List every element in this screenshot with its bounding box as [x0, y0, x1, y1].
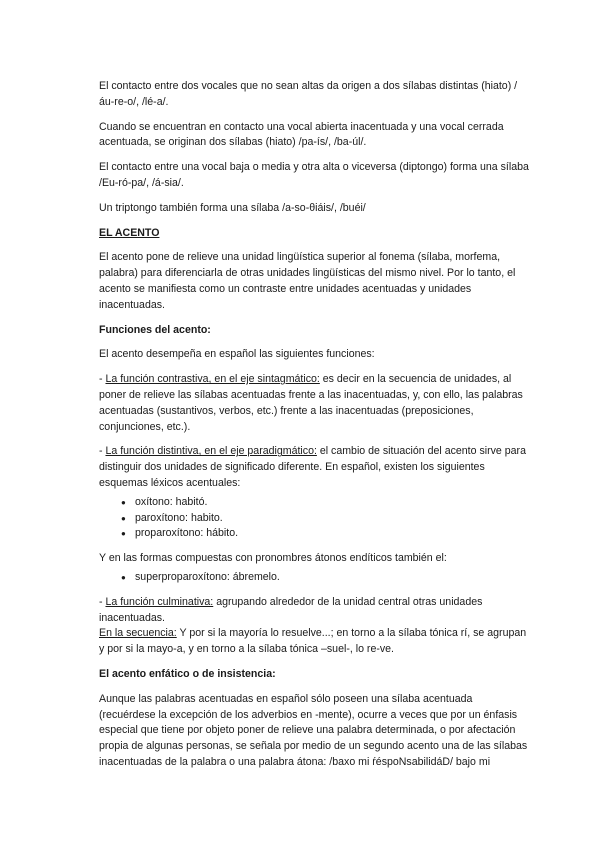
text-funcion-distintiva: el cambio de situación del acento sirve para distinguir dos unidades de significado diferente. En español, existen los siguientes esquemas léxicos acentuales:: [99, 445, 526, 489]
list-item: ● proparoxítono: hábito.: [121, 526, 531, 542]
label-funcion-culminativa: La función culminativa:: [105, 595, 214, 608]
paragraph-acento-intro: El acento pone de relieve una unidad lingüística superior al fonema (sílaba, morfema, palabra) para diferenciarla de otras unidades lingüísticas del mismo nivel. Por lo tanto, el acento se manifiesta como un contraste entre unidades acentuadas y unidades inacentuadas.: [99, 251, 516, 311]
heading-funciones: Funciones del acento:: [99, 323, 211, 336]
dash-prefix: -: [99, 595, 106, 608]
paragraph-formas-compuestas: Y en las formas compuestas con pronombres átonos endíticos también el:: [99, 552, 447, 565]
paragraph-acento-enfatico: Aunque las palabras acentuadas en español sólo poseen una sílaba acentuada (recuérdese la excepción de los adverbios en -mente), ocurre a veces que por un énfasis especial que tiene por objeto poner de relieve una palabra determinada, o por afectación propia de algunas personas, se señala por medio de un segundo acento una de las sílabas inacentuadas de la palabra o una palabra átona: /baxo mi ŕéspoNsabilidáD/ bajo mi: [99, 692, 528, 768]
label-secuencia: En la secuencia:: [99, 627, 177, 640]
list-item: ● paroxítono: habito.: [121, 511, 531, 527]
dash-prefix: -: [99, 373, 106, 386]
section-title-acento: EL ACENTO: [99, 226, 160, 239]
heading-acento-enfatico: El acento enfático o de insistencia:: [99, 667, 276, 680]
document-body: [99, 79, 531, 780]
label-funcion-contrastiva: La función contrastiva, en el eje sintagmático:: [105, 373, 320, 386]
list-esquemas-acentuales: [99, 495, 531, 542]
paragraph-funcion-contrastiva: [99, 372, 531, 435]
paragraph-funcion-culminativa: [99, 595, 531, 658]
list-item: ● superproparoxítono: ábremelo.: [121, 570, 531, 586]
text-funcion-contrastiva: es decir en la secuencia de unidades, al poner de relieve las sílabas acentuadas frente a las inacentuadas, y, con ello, las palabras acentuadas (sustantivos, verbos, etc.) frente a las inacentuadas (preposiciones, conjunciones, etc.).: [99, 373, 523, 433]
paragraph-hiato-vocales: El contacto entre dos vocales que no sean altas da origen a dos sílabas distintas (hiato) /áu-re-o/, /lé-a/.: [99, 80, 518, 108]
paragraph-triptongo: Un triptongo también forma una sílaba /a-so-θiáis/, /buéi/: [99, 201, 366, 214]
dash-prefix: -: [99, 445, 106, 458]
list-formas-compuestas: [99, 570, 531, 586]
paragraph-hiato-acentuada: Cuando se encuentran en contacto una vocal abierta inacentuada y una vocal cerrada acentuada, se originan dos sílabas (hiato) /pa-ís/, /ba-úl/.: [99, 120, 504, 149]
list-item: ● oxítono: habitó.: [121, 495, 531, 511]
text-funcion-culminativa: agrupando alrededor de la unidad central otras unidades inacentuadas.: [99, 595, 483, 624]
label-funcion-distintiva: La función distintiva, en el eje paradigmático:: [105, 445, 317, 458]
paragraph-funciones-intro: El acento desempeña en español las siguientes funciones:: [99, 348, 375, 361]
paragraph-diptongo: El contacto entre una vocal baja o media y otra alta o viceversa (diptongo) forma una sílaba /Eu-ró-pa/, /á-sia/.: [99, 161, 529, 189]
paragraph-funcion-distintiva: [99, 444, 531, 491]
text-secuencia: Y por si la mayoría lo resuelve...; en torno a la sílaba tónica rí, se agrupan y por si la mayo-a, y en torno a la sílaba tónica –suel-, lo re-ve.: [99, 627, 527, 656]
